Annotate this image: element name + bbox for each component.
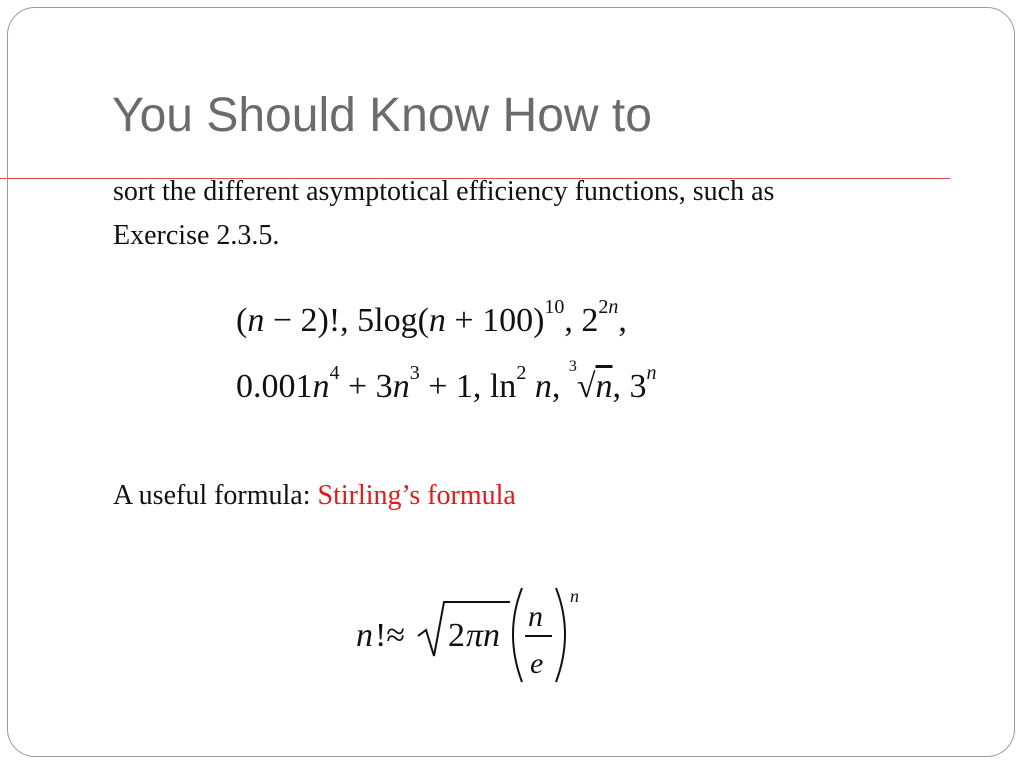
svg-text:e: e — [530, 647, 544, 680]
svg-text:n: n — [570, 586, 579, 606]
svg-text:n: n — [528, 600, 543, 633]
body-line-2: Exercise 2.3.5. — [113, 220, 280, 251]
svg-text:πn: πn — [466, 617, 501, 654]
slide-title: You Should Know How to — [112, 89, 652, 142]
svg-text:n: n — [356, 617, 373, 654]
svg-text:!≈: !≈ — [375, 617, 405, 654]
useful-formula-prefix: A useful formula: — [113, 480, 318, 511]
functions-line-1: (n − 2)!, $5\log(n + 100)^{10}$, $2^{2n}$, — [236, 296, 627, 339]
stirling-formula — [350, 578, 590, 688]
slide-body — [113, 170, 933, 258]
body-line-1: sort the different asymptotical efficiency functions, such as — [113, 176, 775, 207]
useful-formula-text — [113, 480, 516, 512]
svg-text:2: 2 — [448, 617, 465, 654]
functions-line-2: $0.001n^4 + 3n^3 + 1$, $\ln^2 n$, $^3$√n, 3$^n$ — [236, 358, 657, 405]
stirling-formula-label: Stirling’s formula — [317, 480, 516, 511]
